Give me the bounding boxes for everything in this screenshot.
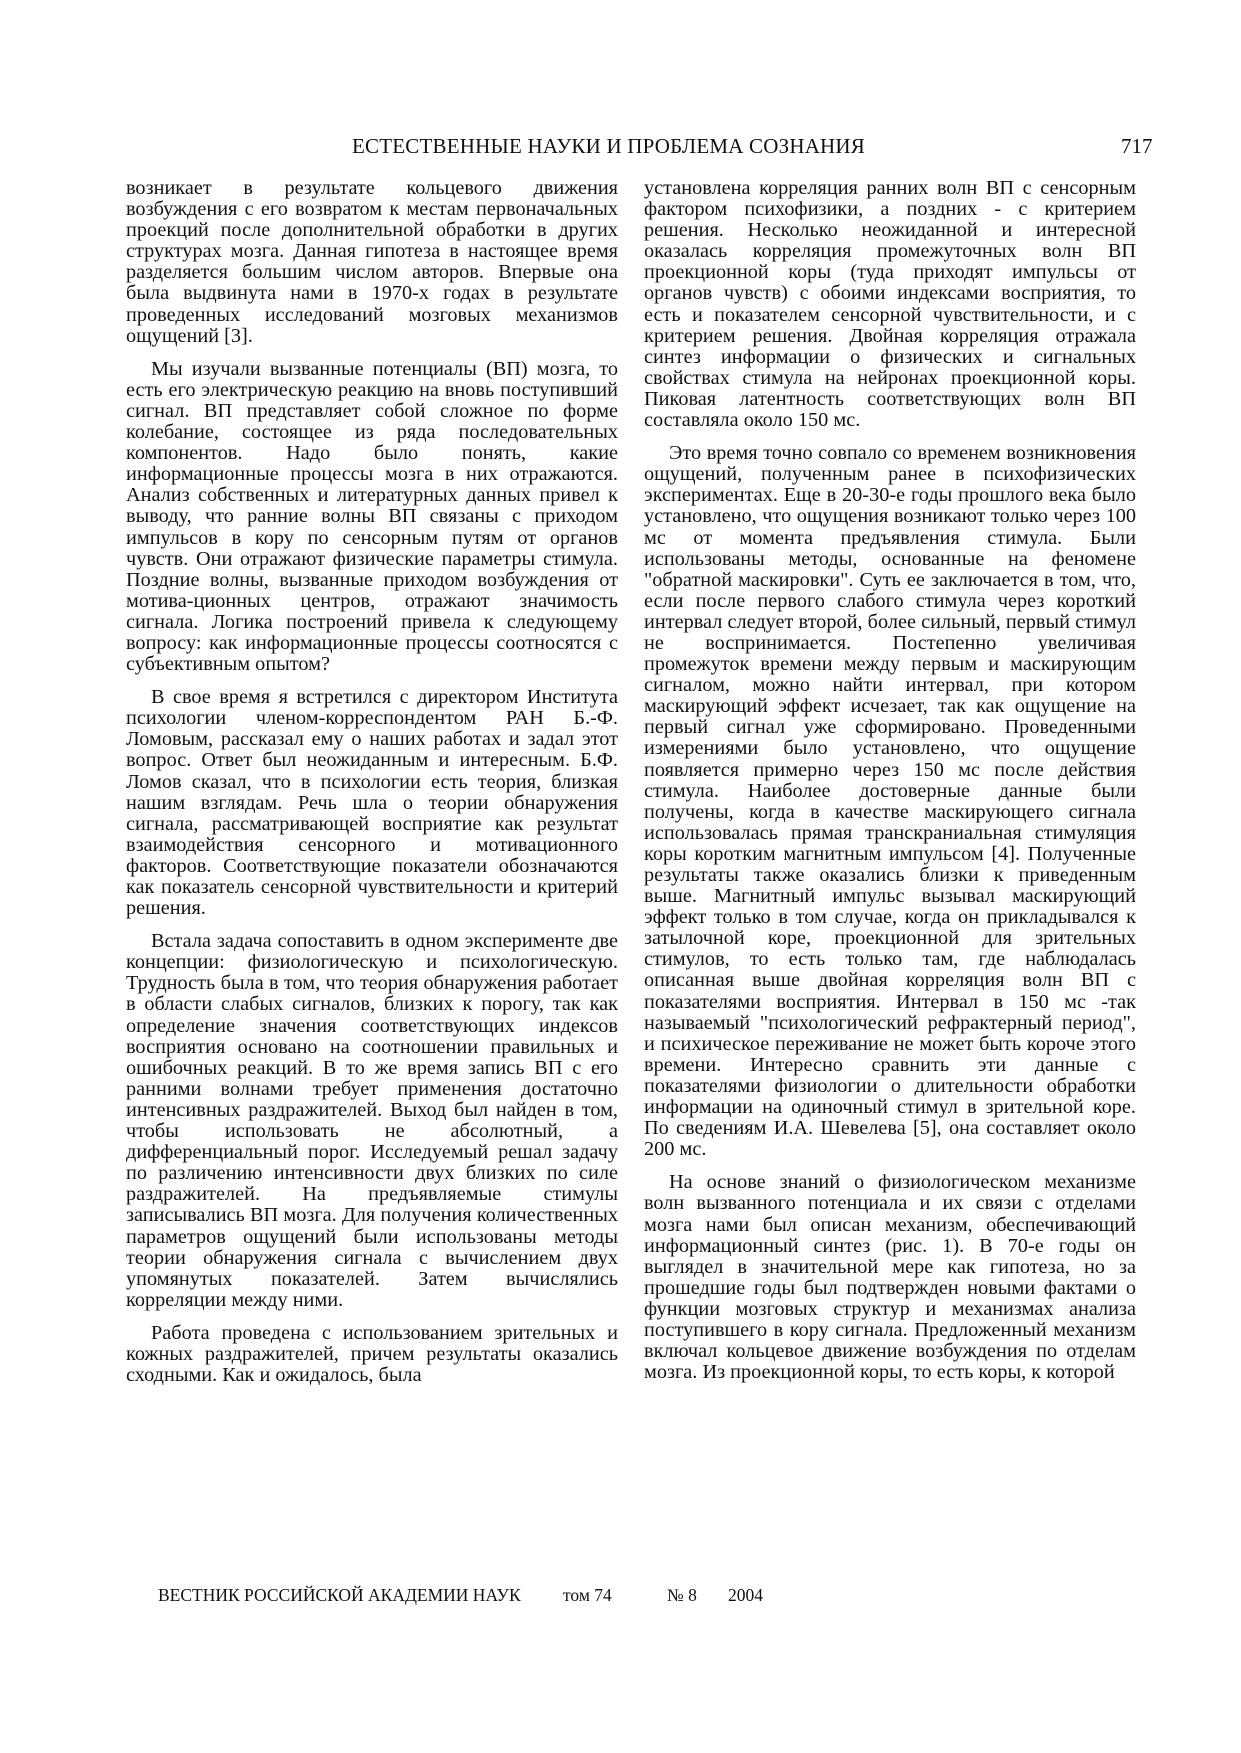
paragraph: В свое время я встретился с директором Института психологии членом-корреспондентом РАН Б.-Ф. Ломовым, рассказал ему о наших работах и задал этот вопрос. Ответ был неожиданным и интересным. Б.Ф. Ломов сказал, что в психологии есть теория, близкая нашим взглядам. Речь шла о теории обнаружения сигнала, рассматривающей восприятие как результат взаимодействия сенсорного и мотивационного факторов. Соответствующие показатели обозначаются как показатель сенсорной чувствительности и критерий решения. bbox=[126, 686, 618, 920]
running-title: ЕСТЕСТВЕННЫЕ НАУКИ И ПРОБЛЕМА СОЗНАНИЯ bbox=[352, 134, 865, 158]
right-column bbox=[644, 178, 1136, 1383]
paragraph: возникает в результате кольцевого движения возбуждения с его возвратом к местам первоначальных проекций после дополнительной обработки в других структурах мозга. Данная гипотеза в настоящее время разделяется большим числом авторов. Впервые она была выдвинута нами в 1970-х годах в результате проведенных исследований мозговых механизмов ощущений [3]. bbox=[126, 177, 618, 347]
paragraph: Мы изучали вызванные потенциалы (ВП) мозга, то есть его электрическую реакцию на вновь поступивший сигнал. ВП представляет собой сложное по форме колебание, состоящее из ряда последовательных компонентов. Надо было понять, какие информационные процессы мозга в них отражаются. Анализ собственных и литературных данных привел к выводу, что ранние волны ВП связаны с приходом импульсов в кору по сенсорным путям от органов чувств. Они отражают физические параметры стимула. Поздние волны, вызванные приходом возбуждения от мотива-ционных центров, отражают значимость сигнала. Логика построений привела к следующему вопросу: как информационные процессы соотносятся с субъективным опытом? bbox=[126, 357, 618, 676]
footer-journal-title: ВЕСТНИК РОССИЙСКОЙ АКАДЕМИИ НАУК bbox=[158, 1585, 521, 1605]
paragraph: Работа проведена с использованием зрительных и кожных раздражителей, причем результаты оказались сходными. Как и ожидалось, была bbox=[126, 1321, 618, 1387]
footer-issue: № 8 bbox=[667, 1585, 697, 1605]
footer-volume: том 74 bbox=[563, 1585, 612, 1605]
page-number: 717 bbox=[1121, 134, 1153, 158]
paragraph: Встала задача сопоставить в одном эксперименте две концепции: физиологическую и психологическую. Трудность была в том, что теория обнаружения работает в области слабых сигналов, близких к порогу, так как определение значения соответствующих индексов восприятия основано на соотношении правильных и ошибочных реакций. В то же время запись ВП с его ранними волнами требует применения достаточно интенсивных раздражителей. Выход был найден в том, чтобы использовать не абсолютный, а дифференциальный порог. Исследуемый решал задачу по различению интенсивности двух близких по силе раздражителей. На предъявляемые стимулы записывались ВП мозга. Для получения количественных параметров ощущений были использованы методы теории обнаружения сигнала с вычислением двух упомянутых показателей. Затем вычислялись корреляции между ними. bbox=[126, 930, 618, 1311]
footer-year: 2004 bbox=[728, 1585, 763, 1605]
paragraph: Это время точно совпало со временем возникновения ощущений, полученным ранее в психофизических экспериментах. Еще в 20-30-е годы прошлого века было установлено, что ощущения возникают только через 100 мс от момента предъявления стимула. Были использованы методы, основанные на феномене "обратной маскировки". Суть ее заключается в том, что, если после первого слабого стимула через короткий интервал следует второй, более сильный, первый стимул не воспринимается. Постепенно увеличивая промежуток времени между первым и маскирующим сигналом, можно найти интервал, при котором маскирующий эффект исчезает, так как ощущение на первый сигнал уже сформировано. Проведенными измерениями было установлено, что ощущение появляется примерно через 150 мс после действия стимула. Наиболее достоверные данные были получены, когда в качестве маскирующего сигнала использовалась прямая транскраниальная стимуляция коры коротким магнитным импульсом [4]. Полученные результаты также оказались близки к приведенным выше. Магнитный импульс вызывал маскирующий эффект только в том случае, когда он прикладывался к затылочной коре, проекционной для зрительных стимулов, то есть только там, где наблюдалась описанная выше двойная корреляция волн ВП с показателями восприятия. Интервал в 150 мс -так называемый "психологический рефрактерный период", и психическое переживание не может быть короче этого времени. Интересно сравнить эти данные с показателями физиологии о длительности обработки информации на одиночный стимул в зрительной коре. По сведениям И.А. Шевелева [5], она составляет около 200 мс. bbox=[644, 442, 1136, 1161]
left-column bbox=[126, 178, 618, 1386]
paragraph: установлена корреляция ранних волн ВП с сенсорным фактором психофизики, а поздних - с критерием решения. Несколько неожиданной и интересной оказалась корреляция промежуточных волн ВП проекционной коры (туда приходят импульсы от органов чувств) с обоими индексами восприятия, то есть и показателем сенсорной чувствительности, и с критерием решения. Двойная корреляция отражала синтез информации о физических и сигнальных свойствах стимула на нейронах проекционной коры. Пиковая латентность соответствующих волн ВП составляла около 150 мс. bbox=[644, 177, 1136, 432]
paragraph: На основе знаний о физиологическом механизме волн вызванного потенциала и их связи с отделами мозга нами был описан механизм, обеспечивающий информационный синтез (рис. 1). В 70-е годы он выглядел в значительной мере как гипотеза, но за прошедшие годы был подтвержден новыми фактами о функции мозговых структур и механизмах анализа поступившего в кору сигнала. Предложенный механизм включал кольцевое движение возбуждения по отделам мозга. Из проекционной коры, то есть коры, к которой bbox=[644, 1171, 1136, 1384]
